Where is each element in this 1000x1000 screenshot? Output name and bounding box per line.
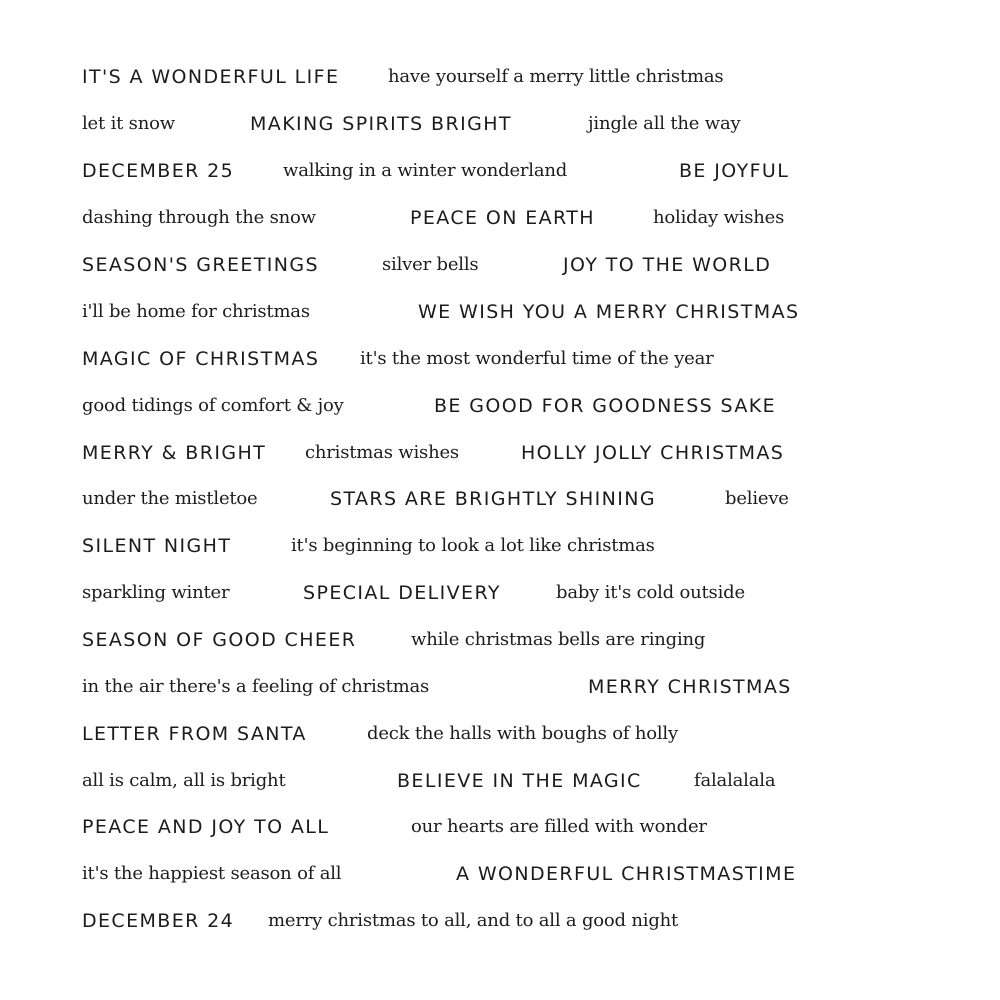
phrase: baby it's cold outside [556, 582, 745, 603]
phrase: LETTER FROM SANTA [82, 723, 307, 745]
phrase: MAGIC OF CHRISTMAS [82, 348, 320, 370]
phrase: SILENT NIGHT [82, 535, 232, 557]
phrase: DECEMBER 24 [82, 910, 235, 932]
phrase: believe [725, 488, 789, 509]
phrase: our hearts are filled with wonder [411, 816, 707, 837]
phrase: have yourself a merry little christmas [388, 66, 724, 87]
phrase: deck the halls with boughs of holly [367, 723, 678, 744]
phrase: WE WISH YOU A MERRY CHRISTMAS [418, 301, 800, 323]
phrase: good tidings of comfort & joy [82, 395, 344, 416]
phrase: SEASON OF GOOD CHEER [82, 629, 357, 651]
phrase: SEASON'S GREETINGS [82, 254, 319, 276]
phrase: JOY TO THE WORLD [563, 254, 772, 276]
phrase: silver bells [382, 254, 479, 275]
phrase: A WONDERFUL CHRISTMASTIME [456, 863, 797, 885]
phrase: STARS ARE BRIGHTLY SHINING [330, 488, 657, 510]
phrase: IT'S A WONDERFUL LIFE [82, 66, 340, 88]
phrase: i'll be home for christmas [82, 301, 310, 322]
phrase: let it snow [82, 113, 175, 134]
phrase: BE GOOD FOR GOODNESS SAKE [434, 395, 777, 417]
phrase: walking in a winter wonderland [283, 160, 568, 181]
phrase: dashing through the snow [82, 207, 316, 228]
phrase: it's beginning to look a lot like christmas [291, 535, 655, 556]
phrase: all is calm, all is bright [82, 770, 286, 791]
phrase: SPECIAL DELIVERY [303, 582, 501, 604]
phrase: sparkling winter [82, 582, 230, 603]
phrase: it's the most wonderful time of the year [360, 348, 714, 369]
phrase: while christmas bells are ringing [411, 629, 706, 650]
phrase: it's the happiest season of all [82, 863, 342, 884]
phrase: christmas wishes [305, 442, 459, 463]
phrase: in the air there's a feeling of christmas [82, 676, 430, 697]
phrase: falalalala [694, 770, 776, 791]
phrase: BE JOYFUL [679, 160, 790, 182]
phrase: BELIEVE IN THE MAGIC [397, 770, 642, 792]
phrase: under the mistletoe [82, 488, 258, 509]
phrase: PEACE AND JOY TO ALL [82, 816, 330, 838]
phrase: MERRY & BRIGHT [82, 442, 267, 464]
phrase: merry christmas to all, and to all a good night [268, 910, 679, 931]
phrase: MAKING SPIRITS BRIGHT [250, 113, 512, 135]
phrase: jingle all the way [588, 113, 741, 134]
phrase: HOLLY JOLLY CHRISTMAS [521, 442, 785, 464]
phrase: PEACE ON EARTH [410, 207, 595, 229]
phrase: holiday wishes [653, 207, 785, 228]
phrase: MERRY CHRISTMAS [588, 676, 792, 698]
phrase: DECEMBER 25 [82, 160, 235, 182]
